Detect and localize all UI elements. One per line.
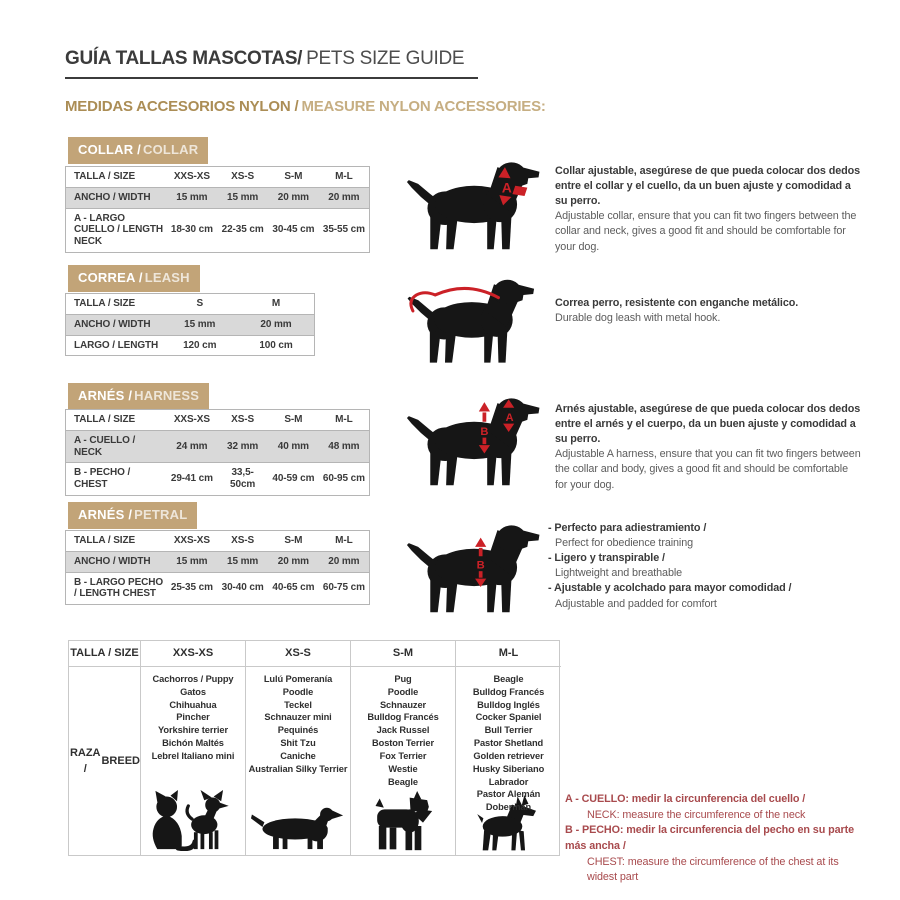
petral-size-table <box>65 530 370 605</box>
leash-desc-english: Durable dog leash with metal hook. <box>555 312 721 325</box>
leash-badge-spanish: CORREA / <box>78 270 143 285</box>
note-spanish: A - CUELLO: medir la circunferencia del cuello / <box>565 793 806 805</box>
table-row <box>66 410 370 431</box>
leash-section-badge <box>68 265 200 292</box>
value-cell: 60-95 cm <box>319 463 370 496</box>
breed-row-label: RAZA / BREED <box>69 667 141 855</box>
breed-list: Cachorros / Puppy Gatos Chihuahua Pincher Yorkshire terrier Bichón Maltés Lebrel Italiano mini <box>151 674 235 761</box>
collar-badge-spanish: COLLAR / <box>78 142 141 157</box>
table-row <box>66 572 370 605</box>
labrador-petral-icon <box>406 515 546 618</box>
harness-marker-a: A <box>505 411 514 424</box>
breed-cell-xxs-xs <box>141 667 246 855</box>
feature-english: Perfect for obedience training <box>555 537 694 550</box>
value-cell: 40 mm <box>268 430 319 463</box>
size-cell: XS-S <box>231 535 255 546</box>
measuring-notes <box>565 792 867 886</box>
breed-size-table <box>68 640 560 856</box>
size-cell: XS-S <box>231 171 255 182</box>
breed-list: Pug Poodle Schnauzer Bulldog Francés Jack Russel Boston Terrier Fox Terrier Westie Beagle <box>367 674 439 787</box>
labrador-collar-icon <box>406 152 546 255</box>
label-cell: ANCHO / WIDTH <box>66 187 167 208</box>
breed-header-xxs-xs: XXS-XS <box>141 641 246 667</box>
value-cell: 29-41 cm <box>167 463 218 496</box>
label-cell: ANCHO / WIDTH <box>66 551 167 572</box>
table-row <box>66 335 315 356</box>
feature-item <box>548 581 860 611</box>
value-cell: 20 mm <box>319 187 370 208</box>
table-row <box>66 314 315 335</box>
table-row <box>66 551 370 572</box>
harness-description <box>555 402 863 493</box>
label-cell: ANCHO / WIDTH <box>66 314 162 335</box>
label-cell: TALLA / SIZE <box>74 298 136 309</box>
collar-section-badge <box>68 137 208 164</box>
size-cell: S-M <box>284 414 303 425</box>
subtitle-english: MEASURE NYLON ACCESSORIES: <box>301 98 546 115</box>
value-cell: 40-65 cm <box>268 572 319 605</box>
harness-section-badge <box>68 383 209 410</box>
label-cell: B - LARGO PECHO / LENGTH CHEST <box>66 572 167 605</box>
harness-badge-spanish: ARNÉS / <box>78 388 133 403</box>
collar-description <box>555 164 863 255</box>
value-cell: 15 mm <box>167 551 218 572</box>
label-cell: TALLA / SIZE <box>74 171 136 182</box>
collar-desc-english: Adjustable collar, ensure that you can fit two fingers between the collar and neck, gives a good fit and should be comfortable for your dog. <box>555 210 857 253</box>
value-cell: 120 cm <box>162 335 239 356</box>
value-cell: 20 mm <box>268 551 319 572</box>
petral-marker-b: B <box>476 559 485 572</box>
harness-marker-b: B <box>480 425 489 438</box>
collar-marker-letter: A <box>501 179 512 196</box>
feature-english: Lightweight and breathable <box>555 567 683 580</box>
harness-desc-spanish: Arnés ajustable, asegúrese de que pueda colocar dos dedos entre el arnés y el cuerpo, da un buen ajuste y comodidad a su perro. <box>555 403 861 446</box>
leash-size-table <box>65 293 315 356</box>
petral-measure-marks <box>475 538 486 587</box>
value-cell: 32 mm <box>217 430 268 463</box>
value-cell: 22-35 cm <box>217 208 268 252</box>
label-cell: TALLA / SIZE <box>74 535 136 546</box>
breed-list: Lulú Pomeranía Poodle Teckel Schnauzer mini Pequinés Shit Tzu Caniche Australian Silky Terrier <box>248 674 348 774</box>
harness-desc-english: Adjustable A harness, ensure that you can fit two fingers between the collar and body, gives a good fit and should be comfortable for your dog. <box>555 448 861 491</box>
value-cell: 48 mm <box>319 430 370 463</box>
feature-spanish: - Perfecto para adiestramiento / <box>548 521 860 536</box>
feature-spanish: - Ajustable y acolchado para mayor comodidad / <box>548 581 860 596</box>
breed-cell-s-m <box>351 667 456 855</box>
harness-size-table <box>65 409 370 496</box>
value-cell: 15 mm <box>167 187 218 208</box>
collar-badge-english: COLLAR <box>142 142 199 157</box>
size-cell: M-L <box>335 171 353 182</box>
table-row <box>66 208 370 252</box>
dachshund-icon <box>250 803 346 851</box>
collar-size-table <box>65 166 370 253</box>
value-cell: 24 mm <box>167 430 218 463</box>
table-row <box>66 187 370 208</box>
table-row <box>66 294 315 315</box>
note-spanish: B - PECHO: medir la circunferencia del pecho en su parte más ancha / <box>565 824 854 852</box>
cat-icon <box>153 790 195 849</box>
cat-and-chihuahua-icon <box>145 789 241 851</box>
value-cell: 30-40 cm <box>217 572 268 605</box>
schnauzer-icon <box>370 791 436 851</box>
page-title-spanish: GUÍA TALLAS MASCOTAS/ <box>65 48 303 69</box>
leash-desc-spanish: Correa perro, resistente con enganche metálico. <box>555 297 799 309</box>
value-cell: 40-59 cm <box>268 463 319 496</box>
value-cell: 20 mm <box>238 314 315 335</box>
size-cell: S-M <box>284 171 303 182</box>
petral-badge-spanish: ARNÉS / <box>78 507 133 522</box>
label-cell: A - CUELLO / NECK <box>66 430 167 463</box>
label-cell: LARGO / LENGTH <box>66 335 162 356</box>
petral-section-badge <box>68 502 197 529</box>
value-cell: 15 mm <box>217 187 268 208</box>
breed-header-s-m: S-M <box>351 641 456 667</box>
size-cell: XXS-XS <box>173 414 210 425</box>
note-item <box>565 792 867 823</box>
value-cell: 18-30 cm <box>167 208 218 252</box>
feature-spanish: - Ligero y transpirable / <box>548 551 860 566</box>
label-cell: A - LARGO CUELLO / LENGTH NECK <box>66 208 167 252</box>
note-english: CHEST: measure the circumference of the chest at its widest part <box>587 855 839 884</box>
collar-desc-spanish: Collar ajustable, asegúrese de que pueda colocar dos dedos entre el collar y el cuello, da un buen ajuste y comodidad a su perro. <box>555 165 861 208</box>
breed-header-m-l: M-L <box>456 641 561 667</box>
labrador-leash-icon <box>402 270 545 368</box>
table-row <box>66 463 370 496</box>
size-cell: S <box>196 298 204 309</box>
leash-badge-english: LEASH <box>144 270 190 285</box>
breed-cell-m-l <box>456 667 561 855</box>
value-cell: 15 mm <box>217 551 268 572</box>
size-cell: M-L <box>335 535 353 546</box>
labrador-harness-icon <box>406 388 546 491</box>
note-english: NECK: measure the circumference of the neck <box>587 808 806 821</box>
feature-english: Adjustable and padded for comfort <box>555 597 717 610</box>
value-cell: 60-75 cm <box>319 572 370 605</box>
size-cell: M-L <box>335 414 353 425</box>
subtitle-spanish: MEDIDAS ACCESORIOS NYLON / <box>65 98 299 115</box>
harness-badge-english: HARNESS <box>134 388 200 403</box>
breed-header-xs-s: XS-S <box>246 641 351 667</box>
size-cell: XS-S <box>231 414 255 425</box>
leash-description <box>555 296 863 326</box>
size-cell: S-M <box>284 535 303 546</box>
breed-list: Beagle Bulldog Francés Bulldog Inglés Cocker Spaniel Bull Terrier Pastor Shetland Golden retriever Husky Siberiano Labrador Pastor Alemán Doberman <box>472 674 545 813</box>
table-row <box>66 167 370 188</box>
petral-feature-list <box>548 521 860 612</box>
size-cell: M <box>271 298 281 309</box>
feature-item <box>548 521 860 551</box>
label-cell: TALLA / SIZE <box>74 414 136 425</box>
value-cell: 25-35 cm <box>167 572 218 605</box>
value-cell: 15 mm <box>162 314 239 335</box>
breed-header-size: TALLA / SIZE <box>69 641 141 667</box>
value-cell: 20 mm <box>319 551 370 572</box>
size-cell: XXS-XS <box>173 171 210 182</box>
label-cell: B - PECHO / CHEST <box>66 463 167 496</box>
value-cell: 100 cm <box>238 335 315 356</box>
size-cell: XXS-XS <box>173 535 210 546</box>
table-row <box>66 430 370 463</box>
feature-item <box>548 551 860 581</box>
value-cell: 30-45 cm <box>268 208 319 252</box>
value-cell: 33,5-50cm <box>217 463 268 496</box>
page-title <box>65 48 478 79</box>
page-title-english: PETS SIZE GUIDE <box>306 48 465 69</box>
page-subtitle <box>65 98 546 116</box>
note-item <box>565 823 867 886</box>
value-cell: 20 mm <box>268 187 319 208</box>
breed-cell-xs-s <box>246 667 351 855</box>
table-row <box>66 531 370 552</box>
value-cell: 35-55 cm <box>319 208 370 252</box>
petral-badge-english: PETRAL <box>134 507 188 522</box>
